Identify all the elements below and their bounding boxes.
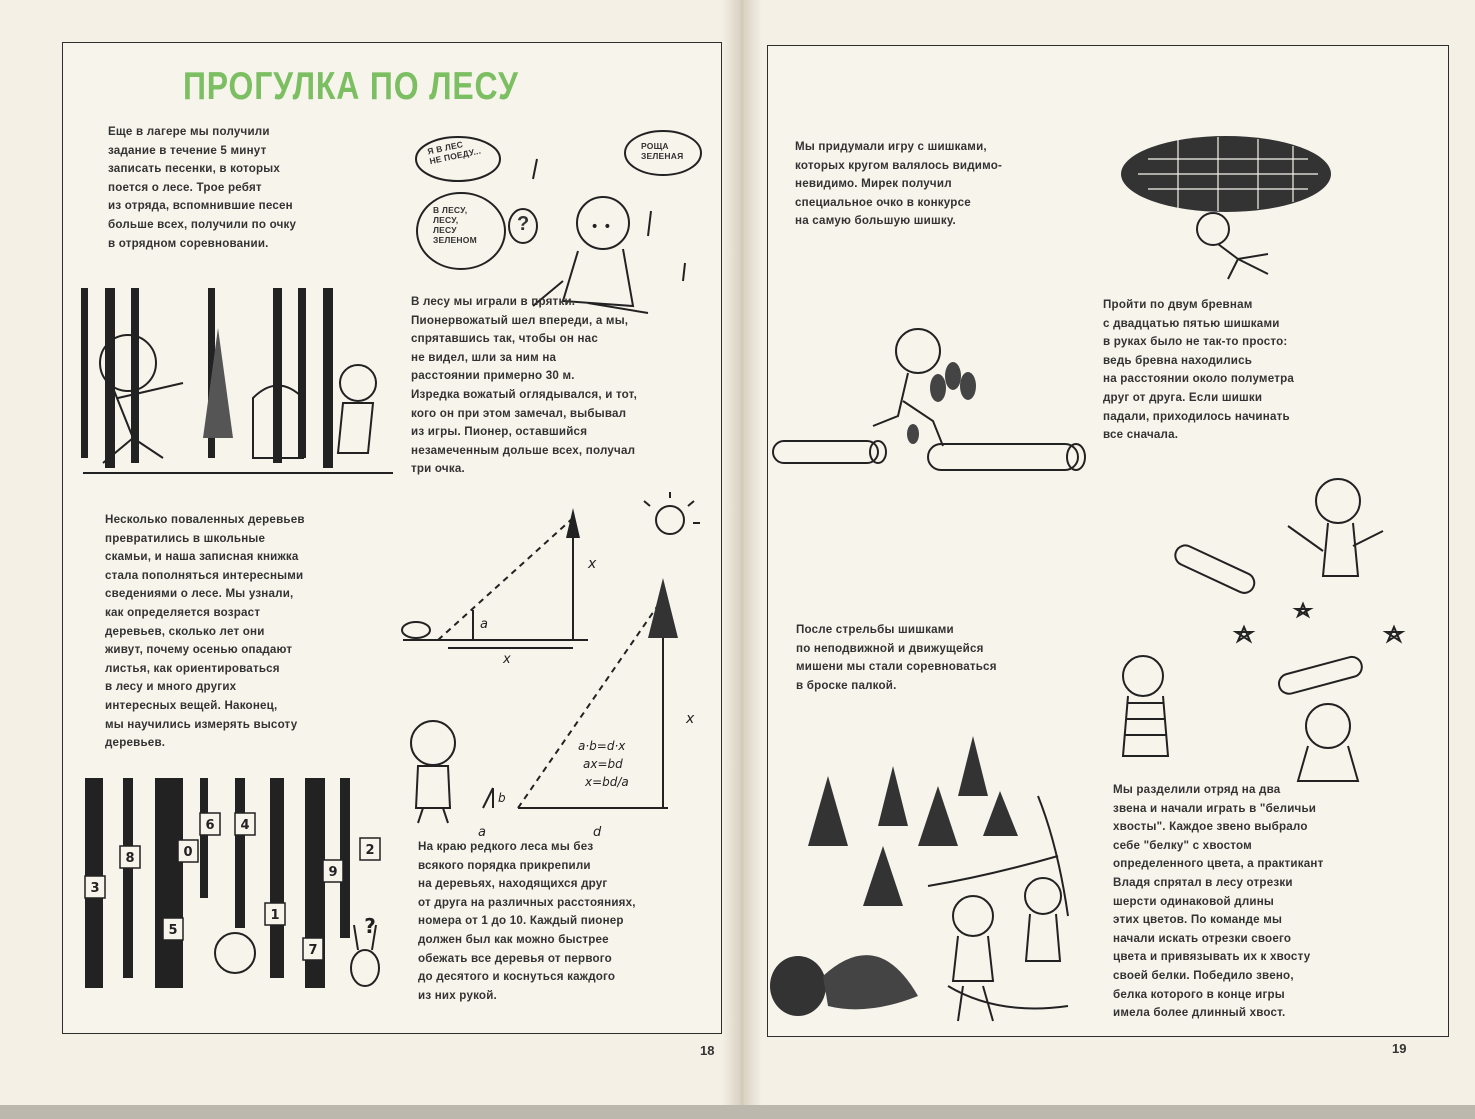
formula-line-2: ax=bd <box>583 757 623 771</box>
diagram-label-x-bottom: x <box>686 711 695 727</box>
svg-text:• •: • • <box>590 219 612 235</box>
diagram-label-x-top: x <box>588 556 597 572</box>
tree-number-9: 9 <box>328 865 338 880</box>
tree-number-1: 1 <box>270 908 280 923</box>
hide-seek-paragraph: В лесу мы играли в прятки. Пионервожатый шел впереди, а мы, спрятавшись так, чтобы он нас не видел, шли за ним на расстоянии примерно 30 м. Изредка вожатый оглядывался, и тот, кого он при этом замечал, выбывал из игры. Пионер, оставшийся незамеченным дольше всех, получал три очка. <box>411 295 638 476</box>
page-number-left: 18 <box>700 1043 715 1058</box>
tree-number-5: 5 <box>168 923 178 938</box>
trees-paragraph: Несколько поваленных деревьев превратились в школьные скамьи, и наша записная книжка стала пополняться интересными сведениями о лесе. Мы узнали, как определяется возраст деревьев, сколько лет они живут, почему осенью опадают листья, как ориентироваться в лесу и много других интересных вещей. Наконец, мы научились измерять высоту деревьев. <box>105 513 305 750</box>
question-bubble: ? <box>517 213 530 235</box>
tree-question-mark: ? <box>364 914 376 938</box>
tree-number-6: 6 <box>205 818 215 833</box>
intro-paragraph: Еще в лагере мы получили задание в течение 5 минут записать песенки, в которых поется о лесе. Трое ребят из отряда, вспомнившие песен больше всех, получили по очку в отрядном соревновании. <box>108 125 297 250</box>
left-page <box>62 42 722 1034</box>
page-number-right: 19 <box>1392 1041 1407 1056</box>
book-gutter <box>722 0 762 1110</box>
throw-paragraph: После стрельбы шишками по неподвижной и движущейся мишени мы стали соревноваться в броске палкой. <box>796 623 997 692</box>
formula-line-3: x=bd/a <box>585 775 629 789</box>
cones-paragraph: Мы придумали игру с шишками, которых кругом валялось видимо- невидимо. Мирек получил специальное очко в конкурсе на самую большую шишку. <box>795 140 1003 228</box>
numbers-paragraph: На краю редкого леса мы без всякого порядка прикрепили на деревьях, находящихся друг от друга на различных расстояниях, номера от 1 до 10. Каждый пионер должен был как можно быстрее обежать все деревья от первого до десятого и коснуться каждого из них рукой. <box>418 840 636 1002</box>
formula-line-1: a·b=d·x <box>578 739 626 753</box>
diagram-label-a-bottom: a <box>478 825 486 840</box>
big-cone-illustration <box>1118 134 1338 284</box>
tree-number-8: 8 <box>125 851 135 866</box>
stick-throw-illustration <box>1108 471 1428 791</box>
tree-number-2: 2 <box>365 843 375 858</box>
song-bubble-2: РОЩА ЗЕЛЕНАЯ <box>641 141 684 161</box>
numbered-trees-illustration <box>75 778 395 1003</box>
logs-paragraph: Пройти по двум бревнам с двадцатью пятью шишками в руках было не так-то просто: ведь бревна находились на расстоянии около полуметра друг от друга. Если шишки падали, приходилось начинать все сначала. <box>1103 298 1295 442</box>
song-bubble-3: В ЛЕСУ, ЛЕСУ, ЛЕСУ ЗЕЛЕНОМ <box>433 205 477 245</box>
tree-height-diagram <box>388 498 718 840</box>
tree-number-4: 4 <box>240 818 250 833</box>
diagram-label-a-top: a <box>480 617 488 632</box>
diagram-label-d: d <box>593 825 602 840</box>
logs-balance-illustration <box>768 316 1088 476</box>
song-bubble-1: Я В ЛЕС НЕ ПОЕДУ... <box>426 139 482 167</box>
tails-paragraph: Мы разделили отряд на два звена и начали играть в "беличьи хвосты". Каждое звено выбрало себе "белку" с хвостом определенного цвета, а практикант Владя спрятал в лесу отрезки шерсти одинаковой длины этих цветов. По команде мы начали искать отрезки своего цвета и привязывать их к хвосту своей белки. Победило звено, белка которого в конце игры имела более длинный хвост. <box>1113 783 1324 1020</box>
tree-number-3: 3 <box>90 881 100 896</box>
page-bottom-edge <box>0 1105 1475 1119</box>
forest-hide-seek-illustration <box>73 288 403 488</box>
diagram-label-b: b <box>498 791 506 805</box>
tree-number-0: 0 <box>183 845 193 860</box>
page-title: ПРОГУЛКА ПО ЛЕСУ <box>183 65 519 108</box>
diagram-label-base: x <box>503 652 511 667</box>
squirrel-tails-illustration <box>768 736 1108 1036</box>
tree-number-7: 7 <box>308 943 318 958</box>
right-page <box>767 45 1449 1037</box>
